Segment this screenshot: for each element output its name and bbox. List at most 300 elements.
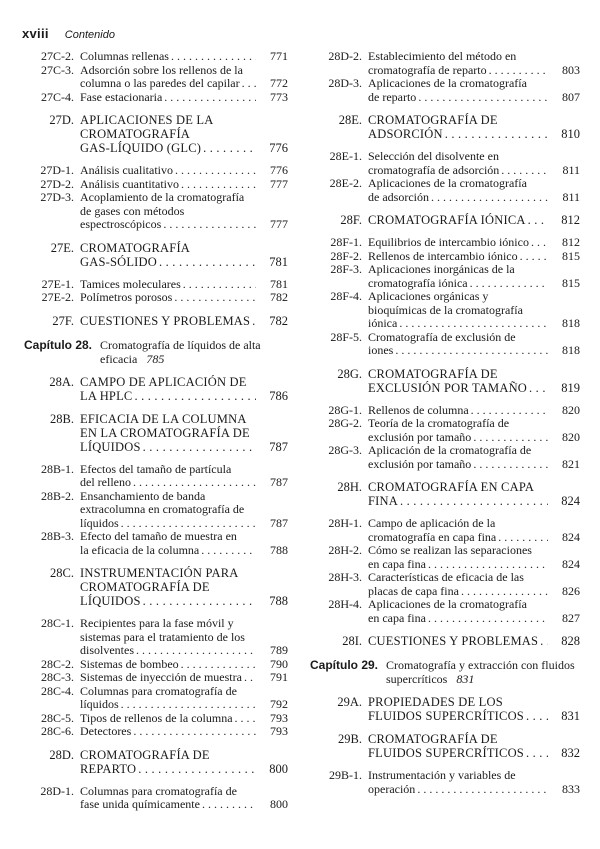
toc-section — [310, 480, 580, 508]
entry-title-line — [368, 127, 548, 141]
entry-title-text: iónica — [368, 316, 398, 330]
entry-title-text: Tamices moleculares — [80, 277, 181, 291]
entry-title-text: LÍQUIDOS — [80, 439, 141, 454]
entry-page: 819 — [561, 380, 580, 395]
entry-title-line — [368, 317, 548, 331]
entry-title-line: CAMPO DE APLICACIÓN DE — [80, 374, 247, 389]
entry-title-line — [368, 277, 548, 291]
toc-subsection — [24, 463, 288, 490]
leader-dots — [161, 218, 256, 232]
entry-page: 803 — [562, 62, 580, 77]
entry-title — [368, 695, 548, 723]
entry-page: 771 — [270, 49, 288, 63]
entry-title-text: espectroscópicos — [80, 217, 162, 231]
entry-title-text: cromatografía de reparto — [368, 62, 487, 77]
entry-code: 27E-2. — [41, 290, 74, 304]
entry-title-line: CROMATOGRAFÍA EN CAPA — [368, 480, 535, 494]
entry-title-line: de gases con métodos — [80, 203, 185, 218]
entry-page: 811 — [562, 189, 580, 204]
entry-title-text: exclusión por tamaño — [368, 456, 472, 471]
entry-code: 28F-1. — [330, 235, 362, 249]
entry-title-line: INSTRUMENTACIÓN PARA — [80, 566, 239, 580]
entry-title-text: LA HPLC — [80, 388, 133, 403]
entry-code: 28D-1. — [40, 783, 74, 798]
toc-subsection — [24, 50, 288, 64]
entry-title — [368, 77, 548, 104]
entry-title-line: Aplicaciones de la cromatografía — [368, 77, 527, 90]
entry-page: 812 — [562, 235, 580, 249]
entry-page: 781 — [270, 276, 288, 291]
entry-title-line — [368, 494, 548, 508]
entry-code: 27E-1. — [41, 276, 74, 291]
entry-title — [80, 278, 256, 292]
entry-title-line — [80, 255, 256, 269]
toc-section — [310, 732, 580, 760]
entry-code: 28C-4. — [41, 683, 74, 698]
entry-title — [368, 404, 548, 418]
entry-title-line — [368, 634, 548, 648]
entry-title-line: Cromatografía de exclusión de — [368, 330, 516, 344]
entry-code: 27C-4. — [41, 89, 74, 104]
entry-code: 27D-3. — [40, 190, 74, 204]
entry-title-text: cromatografía en capa fina — [368, 529, 497, 544]
entry-title — [368, 177, 548, 204]
entry-title-line: CROMATOGRAFÍA DE — [368, 113, 498, 127]
entry-title-line — [368, 344, 548, 358]
toc-subsection — [310, 77, 580, 104]
entry-page: 776 — [269, 141, 288, 155]
leader-dots — [529, 236, 548, 250]
toc-section — [24, 412, 288, 454]
entry-title — [80, 566, 256, 608]
leader-dots — [200, 798, 256, 812]
entry-title-line: Adsorción sobre los rellenos de la — [80, 63, 243, 77]
entry-title-line — [368, 585, 548, 599]
entry-code: 27D. — [49, 113, 74, 127]
leader-dots — [393, 344, 548, 358]
leader-dots — [468, 277, 548, 291]
entry-title — [80, 530, 256, 557]
entry-page: 787 — [269, 439, 288, 454]
entry-title-line: Selección del disolvente en — [368, 150, 499, 163]
leader-dots — [426, 558, 548, 572]
entry-page: 788 — [269, 594, 288, 608]
entry-page: 773 — [270, 89, 288, 104]
leader-dots — [181, 278, 256, 292]
entry-title-line: Aplicaciones orgánicas y — [368, 290, 489, 303]
entry-title — [368, 250, 548, 264]
entry-code: 27C-2. — [41, 49, 74, 63]
toc-subsection — [24, 530, 288, 557]
chapter-label: Capítulo 29. — [310, 658, 379, 672]
leader-dots — [398, 494, 548, 508]
toc-subsection — [24, 178, 288, 192]
entry-page: 833 — [562, 781, 580, 796]
entry-title — [80, 241, 256, 269]
entry-title-text: FINA — [368, 494, 398, 508]
entry-title-line — [80, 594, 256, 608]
entry-title — [80, 314, 256, 328]
chapter-title: Cromatografía y extracción con fluidos supercríticos 831 — [386, 658, 575, 686]
entry-title — [80, 785, 256, 812]
entry-title-text: placas de capa fina — [368, 583, 459, 598]
entry-code: 27D-1. — [40, 163, 74, 177]
entry-title-line: Ensanchamiento de banda — [80, 489, 206, 503]
entry-title-line: Aplicaciones inorgánicas de la — [368, 263, 515, 276]
entry-page: 824 — [561, 494, 580, 508]
entry-page: 821 — [562, 456, 580, 471]
entry-page: 788 — [270, 542, 288, 557]
entry-title-line — [80, 218, 256, 232]
entry-title-line: CROMATOGRAFÍA — [80, 240, 191, 255]
entry-title — [80, 463, 256, 490]
entry-title-line — [80, 50, 256, 64]
toc-subsection — [310, 331, 580, 358]
toc-subsection — [310, 444, 580, 471]
entry-title — [80, 164, 256, 178]
entry-code: 28D. — [49, 747, 74, 762]
toc-section — [310, 367, 580, 395]
entry-title-text: de adsorción — [368, 189, 429, 204]
leader-dots — [157, 255, 256, 269]
entry-title-text: fase unida químicamente — [80, 797, 200, 811]
entry-title-line: Aplicación de la cromatografía de — [368, 444, 532, 457]
entry-code: 28F-5. — [330, 329, 362, 344]
entry-title-text: líquidos — [80, 697, 119, 711]
toc-section — [310, 213, 580, 227]
toc-subsection — [310, 598, 580, 625]
entry-title-line — [368, 381, 548, 395]
entry-title-line: Aplicaciones de la cromatografía — [368, 598, 527, 611]
entry-title-line: sistemas para el tratamiento de los — [80, 629, 245, 644]
entry-title — [368, 769, 548, 796]
entry-title-text: GAS-LÍQUIDO (GLC) — [80, 141, 202, 155]
toc-subsection — [310, 263, 580, 290]
entry-page: 776 — [270, 163, 288, 177]
entry-title — [80, 490, 256, 531]
toc-section — [24, 314, 288, 328]
entry-title-line: Establecimiento del método en — [368, 50, 517, 63]
entry-page: 820 — [562, 429, 580, 444]
entry-title — [80, 50, 256, 64]
leader-dots — [141, 440, 256, 454]
entry-page: 791 — [270, 670, 288, 684]
entry-code: 28C. — [50, 566, 74, 580]
entry-code: 28I. — [342, 634, 362, 648]
entry-title-line — [80, 544, 256, 558]
entry-title-line: Columnas para cromatografía de — [80, 784, 237, 798]
entry-page: 781 — [269, 254, 288, 269]
entry-page: 807 — [562, 89, 580, 104]
entry-title-text: ADSORCIÓN — [368, 127, 443, 141]
entry-title-text: Sistemas de bombeo — [80, 657, 179, 671]
entry-page: 832 — [561, 746, 580, 760]
toc-section — [24, 566, 288, 608]
toc-subsection — [24, 725, 288, 739]
leader-dots — [233, 712, 256, 726]
entry-title — [80, 91, 256, 105]
entry-title-line: Aplicaciones de la cromatografía — [368, 177, 527, 190]
entry-title — [368, 571, 548, 598]
leader-dots — [132, 389, 256, 403]
entry-title-line: CROMATOGRAFÍA — [80, 127, 191, 141]
entry-page: 811 — [562, 162, 580, 177]
entry-code: 27C-3. — [41, 62, 74, 77]
toc-subsection — [24, 91, 288, 105]
entry-code: 28F-2. — [330, 248, 362, 263]
leader-dots — [136, 762, 256, 776]
entry-title-text: la eficacia de la columna — [80, 542, 200, 557]
entry-title-line — [368, 213, 548, 227]
entry-code: 28C-1. — [41, 616, 74, 630]
toc-subsection — [24, 712, 288, 726]
entry-title-line — [80, 314, 256, 328]
leader-dots — [496, 531, 548, 545]
toc-subsection — [310, 544, 580, 571]
entry-page: 789 — [270, 643, 288, 657]
toc-section — [24, 375, 288, 403]
running-header — [22, 26, 115, 42]
entry-title-line: CROMATOGRAFÍA DE — [80, 747, 210, 762]
entry-page: 787 — [270, 515, 288, 530]
leader-dots — [518, 250, 548, 264]
toc-subsection — [24, 490, 288, 531]
entry-title-line: Acoplamiento de la cromatografía — [80, 191, 245, 204]
entry-title — [368, 50, 548, 77]
leader-dots — [201, 141, 256, 155]
leader-dots — [240, 77, 256, 91]
entry-title — [368, 634, 548, 648]
entry-title — [368, 290, 548, 331]
running-title: Contenido — [64, 29, 115, 41]
entry-title — [80, 412, 256, 454]
entry-title-line — [368, 558, 548, 572]
toc-left-column — [24, 50, 288, 812]
entry-code: 29B. — [338, 732, 362, 746]
leader-dots — [397, 317, 548, 331]
entry-page: 824 — [562, 529, 580, 544]
entry-page: 820 — [562, 402, 580, 417]
entry-page: 818 — [562, 316, 580, 330]
entry-title — [80, 712, 256, 726]
entry-title — [80, 658, 256, 672]
entry-title-line: EN LA CROMATOGRAFÍA DE — [80, 425, 250, 440]
entry-title-text: FLUIDOS SUPERCRÍTICOS — [368, 746, 524, 760]
entry-title-line — [368, 236, 548, 250]
entry-page: 824 — [562, 556, 580, 571]
entry-title-line: Características de eficacia de las — [368, 571, 524, 584]
entry-title-line — [80, 762, 256, 776]
entry-title — [80, 113, 256, 155]
entry-title-line — [80, 291, 256, 305]
toc-chapter — [310, 658, 580, 686]
entry-title-line — [80, 712, 256, 726]
entry-title-line: PROPIEDADES DE LOS — [368, 695, 503, 709]
entry-title — [368, 263, 548, 290]
leader-dots — [469, 404, 548, 418]
entry-page: 827 — [562, 610, 580, 625]
entry-code: 28A. — [49, 374, 74, 389]
page-number: xviii — [22, 26, 49, 41]
entry-title-line — [80, 671, 256, 685]
toc-subsection — [24, 164, 288, 178]
entry-title-text: Detectores — [80, 725, 132, 738]
toc-subsection — [310, 290, 580, 331]
entry-page: 818 — [562, 343, 580, 357]
entry-page: 800 — [270, 797, 288, 811]
toc-subsection — [310, 404, 580, 418]
leader-dots — [538, 634, 548, 648]
entry-title-text: Fase estacionaria — [80, 90, 163, 104]
entry-page: 800 — [269, 761, 288, 776]
entry-title-line — [368, 531, 548, 545]
entry-title — [368, 444, 548, 471]
entry-title-line: CROMATOGRAFÍA DE — [368, 732, 498, 746]
entry-title-line — [368, 164, 548, 178]
leader-dots — [459, 585, 548, 599]
entry-title — [368, 517, 548, 544]
entry-title — [80, 671, 256, 685]
entry-page: 826 — [562, 583, 580, 598]
toc-subsection — [24, 617, 288, 658]
entry-title — [368, 544, 548, 571]
toc-subsection — [24, 685, 288, 712]
entry-title-text: GAS-SÓLIDO — [80, 254, 157, 269]
entry-title-text: Equilibrios de intercambio iónico — [368, 236, 529, 249]
entry-title-line — [368, 250, 548, 264]
entry-code: 28F. — [340, 213, 362, 227]
entry-title-text: FLUIDOS SUPERCRÍTICOS — [368, 709, 524, 723]
leader-dots — [524, 746, 548, 760]
entry-title-line — [368, 783, 548, 797]
entry-code: 28F-4. — [330, 289, 362, 303]
entry-title-text: Columnas rellenas — [80, 50, 169, 63]
entry-title-line — [80, 644, 256, 658]
entry-title-line — [368, 431, 548, 445]
entry-page: 790 — [270, 656, 288, 671]
entry-title — [80, 617, 256, 658]
entry-title-line — [80, 725, 256, 739]
entry-code: 28H-1. — [328, 516, 362, 530]
entry-title-text: Análisis cualitativo — [80, 164, 173, 177]
entry-title-line: EFICACIA DE LA COLUMNA — [80, 411, 247, 426]
entry-title-line — [80, 178, 256, 192]
entry-code: 28E-1. — [329, 149, 362, 163]
entry-code: 28H-3. — [328, 570, 362, 584]
entry-code: 28B. — [50, 411, 74, 426]
entry-title — [368, 236, 548, 250]
entry-title-text: Rellenos de intercambio iónico — [368, 249, 518, 263]
toc-subsection — [310, 571, 580, 598]
toc-subsection — [24, 191, 288, 232]
entry-page: 810 — [561, 127, 580, 141]
leader-dots — [131, 725, 256, 739]
leader-dots — [524, 709, 548, 723]
entry-page: 777 — [270, 217, 288, 231]
entry-code: 28E-2. — [329, 176, 362, 190]
entry-title — [368, 113, 548, 141]
toc-section — [24, 113, 288, 155]
entry-page: 793 — [270, 724, 288, 738]
entry-code: 28H. — [337, 480, 362, 494]
leader-dots — [426, 612, 548, 626]
entry-code: 28G. — [337, 366, 362, 381]
leader-dots — [429, 191, 548, 205]
toc-subsection — [310, 769, 580, 796]
toc-section — [24, 241, 288, 269]
entry-title — [80, 725, 256, 739]
entry-title — [368, 480, 548, 508]
entry-page: 786 — [269, 388, 288, 403]
chapter-heading — [310, 658, 580, 686]
leader-dots — [162, 91, 256, 105]
entry-code: 28B-3. — [41, 529, 74, 543]
entry-code: 27D-2. — [40, 176, 74, 191]
toc-section — [310, 634, 580, 648]
entry-title-text: CUESTIONES Y PROBLEMAS — [368, 634, 539, 648]
entry-title-text: operación — [368, 781, 416, 796]
entry-code: 28C-5. — [41, 710, 74, 725]
entry-title-line — [80, 476, 256, 490]
leader-dots — [471, 431, 548, 445]
entry-title-text: disolventes — [80, 643, 134, 657]
entry-title — [368, 417, 548, 444]
entry-title-text: del relleno — [80, 475, 131, 489]
entry-code: 28H-2. — [328, 543, 362, 557]
leader-dots — [169, 50, 256, 64]
entry-title-text: iones — [368, 343, 394, 357]
entry-page: 831 — [561, 709, 580, 723]
entry-title-line — [80, 658, 256, 672]
entry-title-line — [368, 64, 548, 78]
entry-title-line — [368, 458, 548, 472]
leader-dots — [416, 91, 548, 105]
entry-code: 28D-2. — [328, 49, 362, 63]
entry-title-text: en capa fina — [368, 610, 426, 625]
entry-code: 28B-2. — [41, 488, 74, 503]
entry-title — [80, 375, 256, 403]
entry-code: 28E. — [338, 113, 362, 127]
leader-dots — [119, 698, 256, 712]
entry-code: 28G-2. — [328, 416, 362, 430]
entry-title-line: Cómo se realizan las separaciones — [368, 544, 532, 557]
entry-title-text: Análisis cuantitativo — [80, 177, 179, 191]
leader-dots — [499, 164, 548, 178]
entry-title-line: Teoría de la cromatografía de — [368, 417, 510, 430]
entry-code: 29B-1. — [329, 768, 362, 782]
entry-page: 777 — [270, 176, 288, 191]
toc-section — [310, 113, 580, 141]
entry-title-line — [368, 191, 548, 205]
leader-dots — [471, 458, 548, 472]
chapter-heading — [24, 338, 288, 366]
entry-title-text: Polímetros porosos — [80, 291, 173, 304]
entry-code: 28C-2. — [41, 656, 74, 671]
entry-page: 787 — [270, 475, 288, 489]
entry-title-line — [368, 709, 548, 723]
entry-title — [368, 150, 548, 177]
leader-dots — [131, 476, 256, 490]
entry-title-text: REPARTO — [80, 761, 137, 776]
leader-dots — [134, 644, 256, 658]
entry-title — [80, 64, 256, 91]
entry-page: 828 — [561, 634, 580, 648]
entry-title-line: extracolumna en cromatografía de — [80, 502, 245, 516]
entry-page: 812 — [561, 213, 580, 227]
leader-dots — [172, 291, 256, 305]
entry-title — [368, 213, 548, 227]
toc-section — [24, 748, 288, 776]
